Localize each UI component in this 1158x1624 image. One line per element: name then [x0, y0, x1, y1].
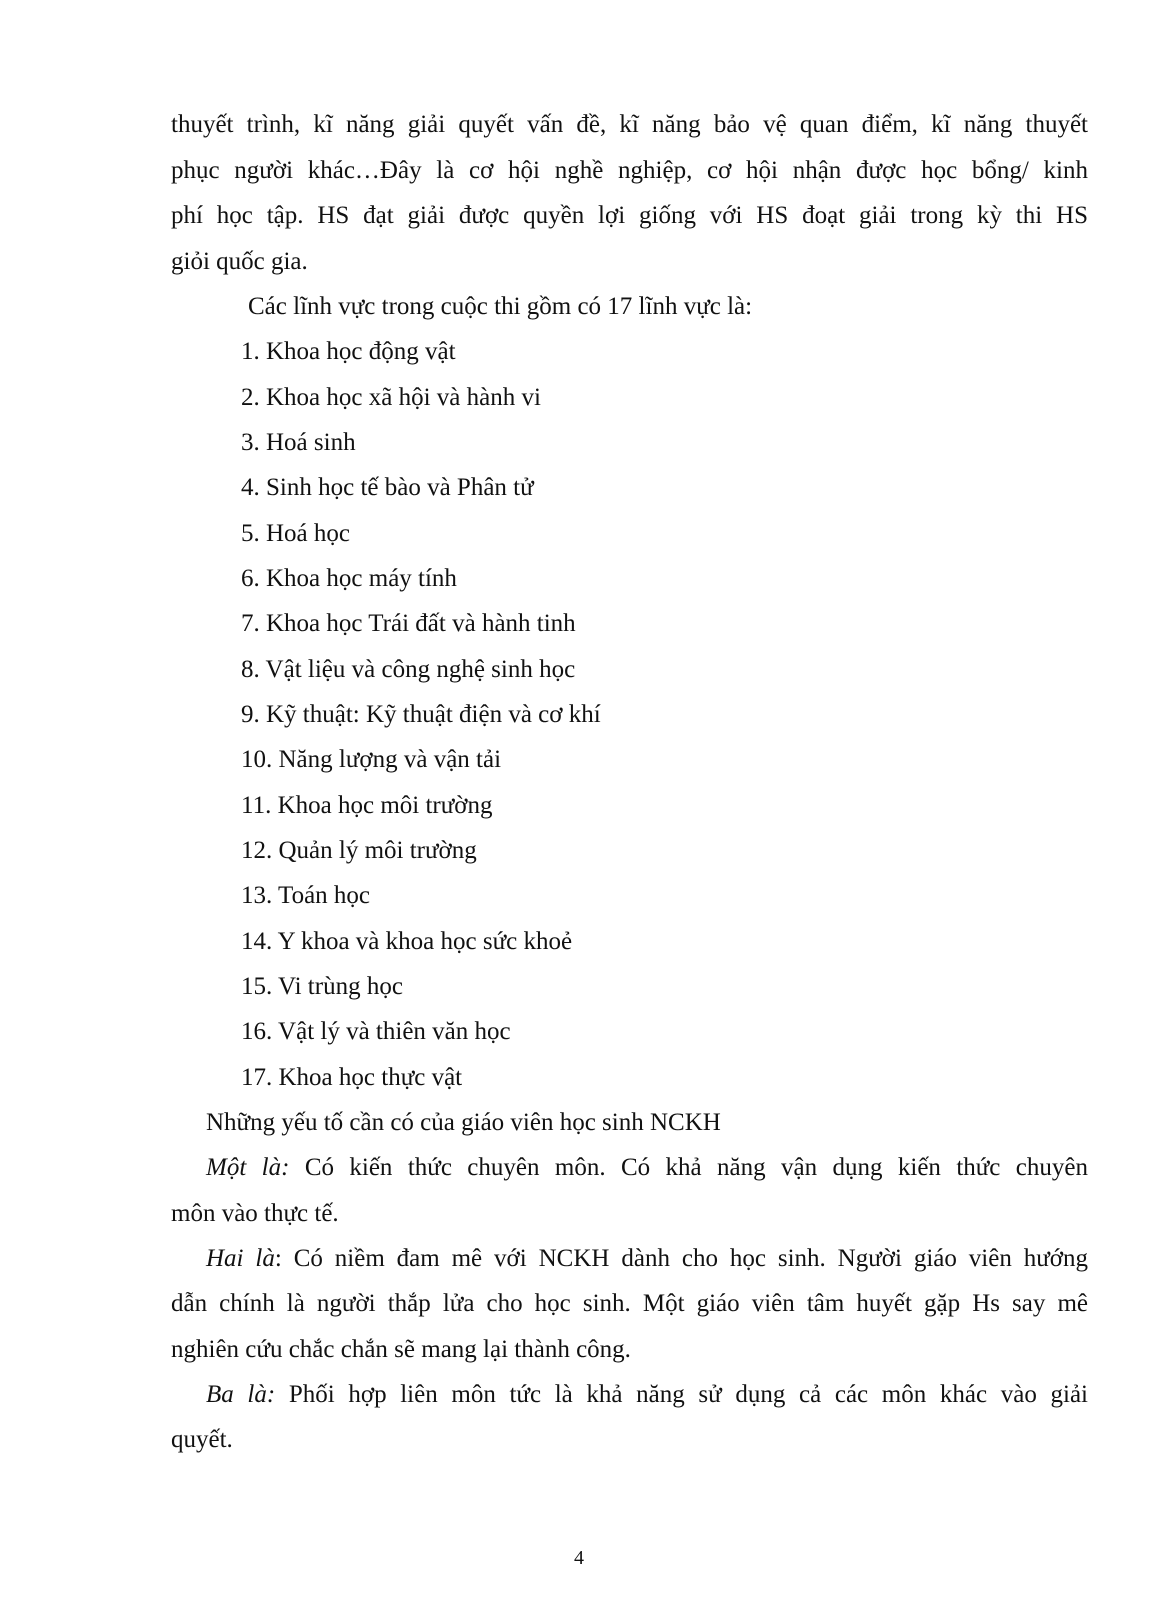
page-number: 4 [574, 1547, 584, 1569]
list-item: 16. Vật lý và thiên văn học [241, 1018, 511, 1045]
requirement-two-continuation: dẫn chính là người thắp lửa cho học sinh. Một giáo viên tâm huyết gặp Hs say mê [171, 1290, 1088, 1317]
requirement-one-text: Có kiến thức chuyên môn. Có khả năng vận dụng kiến thức chuyên [289, 1154, 1088, 1181]
list-item: 17. Khoa học thực vật [241, 1064, 463, 1091]
list-item: 7. Khoa học Trái đất và hành tinh [241, 610, 576, 637]
requirement-two-text: : Có niềm đam mê với NCKH dành cho học sinh. Người giáo viên hướng [274, 1245, 1088, 1272]
list-item: 4. Sinh học tế bào và Phân tử [241, 474, 534, 501]
list-item: 1. Khoa học động vật [241, 338, 456, 365]
list-item: 3. Hoá sinh [241, 429, 356, 456]
requirement-three-label: Ba là: [206, 1381, 276, 1408]
requirement-one-line [206, 1152, 1088, 1184]
list-item: 5. Hoá học [241, 520, 350, 547]
list-item: 15. Vi trùng học [241, 973, 403, 1000]
list-item: 8. Vật liệu và công nghệ sinh học [241, 656, 576, 683]
list-item: 9. Kỹ thuật: Kỹ thuật điện và cơ khí [241, 701, 601, 728]
paragraph-line: phí học tập. HS đạt giải được quyền lợi giống với HS đoạt giải trong kỳ thi HS [171, 202, 1088, 229]
paragraph-line: giỏi quốc gia. [171, 248, 308, 275]
list-item: 12. Quản lý môi trường [241, 837, 477, 864]
requirement-one-continuation: môn vào thực tế. [171, 1200, 339, 1227]
fields-intro: Các lĩnh vực trong cuộc thi gồm có 17 lĩnh vực là: [248, 293, 753, 320]
list-item: 10. Năng lượng và vận tải [241, 746, 502, 773]
paragraph-line: phục người khác…Đây là cơ hội nghề nghiệp, cơ hội nhận được học bổng/ kinh [171, 157, 1088, 184]
requirement-two-continuation: nghiên cứu chắc chắn sẽ mang lại thành công. [171, 1336, 631, 1363]
requirement-three-line [206, 1379, 1088, 1411]
requirement-three-text: Phối hợp liên môn tức là khả năng sử dụng cả các môn khác vào giải [275, 1381, 1088, 1408]
requirements-heading: Những yếu tố cần có của giáo viên học sinh NCKH [206, 1109, 721, 1136]
list-item: 13. Toán học [241, 882, 371, 909]
requirement-three-continuation: quyết. [171, 1426, 233, 1453]
list-item: 6. Khoa học máy tính [241, 565, 457, 592]
list-item: 14. Y khoa và khoa học sức khoẻ [241, 928, 573, 955]
requirement-two-label: Hai là [206, 1245, 275, 1272]
requirement-one-label: Một là: [206, 1154, 290, 1181]
list-item: 2. Khoa học xã hội và hành vi [241, 384, 541, 411]
list-item: 11. Khoa học môi trường [241, 792, 493, 819]
requirement-two-line [206, 1243, 1088, 1275]
paragraph-line: thuyết trình, kĩ năng giải quyết vấn đề, kĩ năng bảo vệ quan điểm, kĩ năng thuyết [171, 111, 1088, 138]
